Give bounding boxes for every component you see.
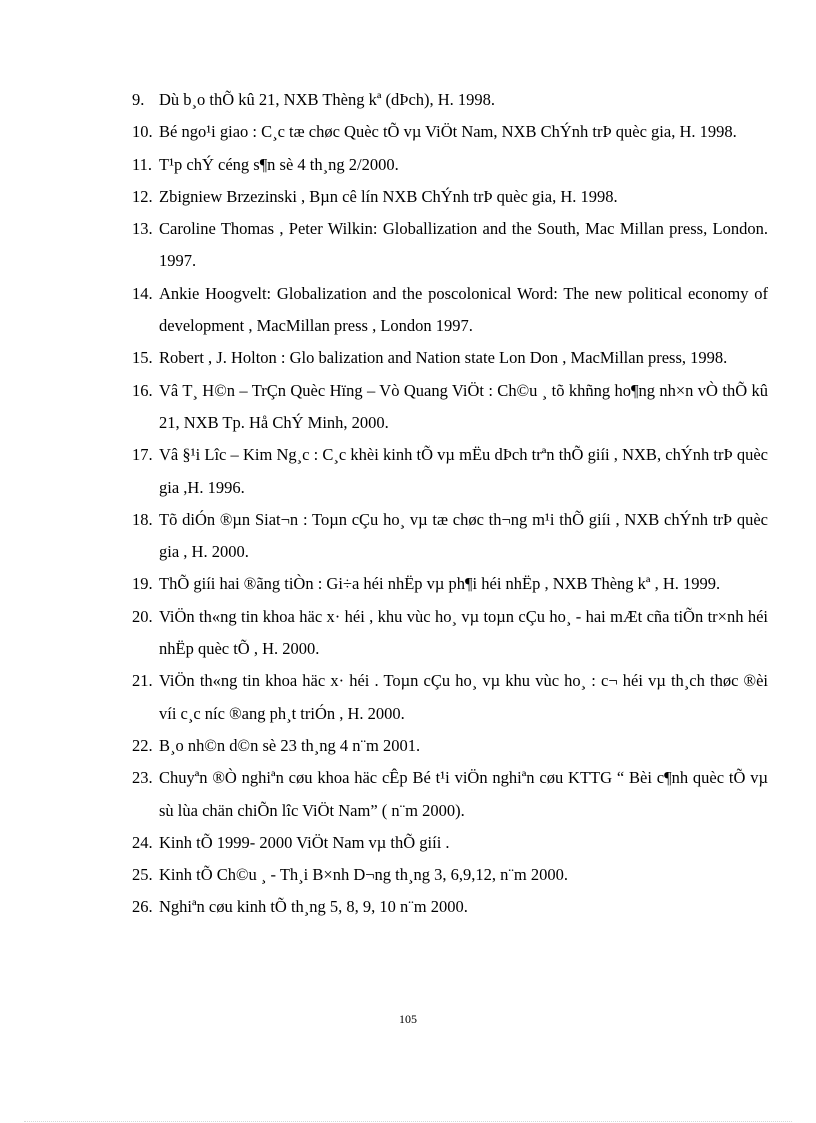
reference-item [132,439,768,504]
reference-number: 11. [132,154,153,174]
page-bottom-divider [24,1121,792,1122]
reference-number: 24. [132,832,153,852]
reference-number: 23. [132,768,153,788]
reference-text: ViÖn th«ng tin khoa häc x· héi , khu vùc ho¸ vµ toµn cÇu ho¸ - hai mÆt cña tiÕn tr×nh héi nhËp quèc tÕ , H. 2000. [159,606,768,659]
reference-item [132,504,768,569]
reference-text: Zbigniew Brzezinski , Bµn cê lín NXB ChÝnh trÞ quèc gia, H. 1998. [159,186,618,206]
reference-number: 20. [132,606,153,626]
reference-number: 25. [132,865,153,885]
reference-text: Caroline Thomas , Peter Wilkin: Globallization and the South, Mac Millan press, London. 1997. [159,219,768,271]
reference-item [132,730,768,762]
reference-text: T¹p chÝ céng s¶n sè 4 th¸ng 2/2000. [159,154,399,174]
reference-item [132,568,768,600]
reference-item [132,181,768,213]
reference-text: Kinh tÕ 1999- 2000 ViÖt Nam vµ thÕ giíi . [159,832,450,852]
reference-item [132,762,768,827]
reference-number: 15. [132,348,153,368]
reference-text: Chuyªn ®Ò nghiªn cøu khoa häc cÊp Bé t¹i viÖn nghiªn cøu KTTG “ Bèi c¶nh quèc tÕ vµ sù lùa chän chiÕn lîc ViÖt Nam” ( n¨m 2000). [159,768,768,820]
reference-number: 17. [132,445,153,465]
reference-number: 16. [132,380,153,400]
reference-number: 21. [132,671,153,691]
reference-item [132,665,768,730]
reference-number: 26. [132,897,153,917]
reference-number: 10. [132,122,153,142]
page-number: 105 [399,1012,417,1026]
reference-item [132,827,768,859]
reference-number: 22. [132,735,153,755]
reference-item [132,342,768,374]
reference-number: 19. [132,574,153,594]
reference-text: Vâ §¹i Lîc – Kim Ng¸c : C¸c khèi kinh tÕ vµ mËu dÞch trªn thÕ giíi , NXB, chÝnh trÞ quèc gia ,H. 1996. [159,445,768,497]
reference-item [132,84,768,116]
reference-text: Ankie Hoogvelt: Globalization and the poscolonical Word: The new political economy of development , MacMillan press , London 1997. [159,283,768,336]
reference-item [132,375,768,440]
reference-text: Tõ diÓn ®µn Siat¬n : Toµn cÇu ho¸ vµ tæ chøc th¬ng m¹i thÕ giíi , NXB chÝnh trÞ quèc gia , H. 2000. [159,509,768,562]
reference-number: 14. [132,283,153,303]
reference-item [132,278,768,343]
reference-item [132,891,768,923]
reference-text: Vâ T¸ H©n – TrÇn Quèc Hïng – Vò Quang ViÖt : Ch©u ¸ tõ khñng ho¶ng nh×n vÒ thÕ kû 21, NXB Tp. Hå ChÝ Minh, 2000. [159,380,768,432]
reference-number: 12. [132,186,153,206]
reference-list [132,84,768,924]
reference-item [132,116,768,148]
reference-number: 13. [132,219,153,239]
reference-text: B¸o nh©n d©n sè 23 th¸ng 4 n¨m 2001. [159,735,421,755]
reference-text: ThÕ giíi hai ®ãng tiÒn : Gi÷a héi nhËp vµ ph¶i héi nhËp , NXB Thèng kª , H. 1999. [159,574,721,594]
reference-text: Kinh tÕ Ch©u ¸ - Th¸i B×nh D¬ng th¸ng 3, 6,9,12, n¨m 2000. [159,865,568,885]
reference-item [132,213,768,278]
reference-text: Robert , J. Holton : Glo balization and Nation state Lon Don , MacMillan press, 1998. [159,348,728,368]
reference-text: Dù b¸o thÕ kû 21, NXB Thèng kª (dÞch), H. 1998. [159,90,496,109]
reference-text: Nghiªn cøu kinh tÕ th¸ng 5, 8, 9, 10 n¨m 2000. [159,897,468,917]
reference-item [132,859,768,891]
reference-number: 18. [132,509,153,529]
reference-text: ViÖn th«ng tin khoa häc x· héi . Toµn cÇu ho¸ vµ khu vùc ho¸ : c¬ héi vµ th¸ch thøc ®èi víi c¸c níc ®ang ph¸t triÓn , H. 2000. [159,671,768,723]
reference-item [132,601,768,666]
reference-number: 9. [132,90,145,109]
reference-item [132,149,768,181]
reference-text: Bé ngo¹i giao : C¸c tæ chøc Quèc tÕ vµ ViÖt Nam, NXB ChÝnh trÞ quèc gia, H. 1998. [159,122,737,142]
